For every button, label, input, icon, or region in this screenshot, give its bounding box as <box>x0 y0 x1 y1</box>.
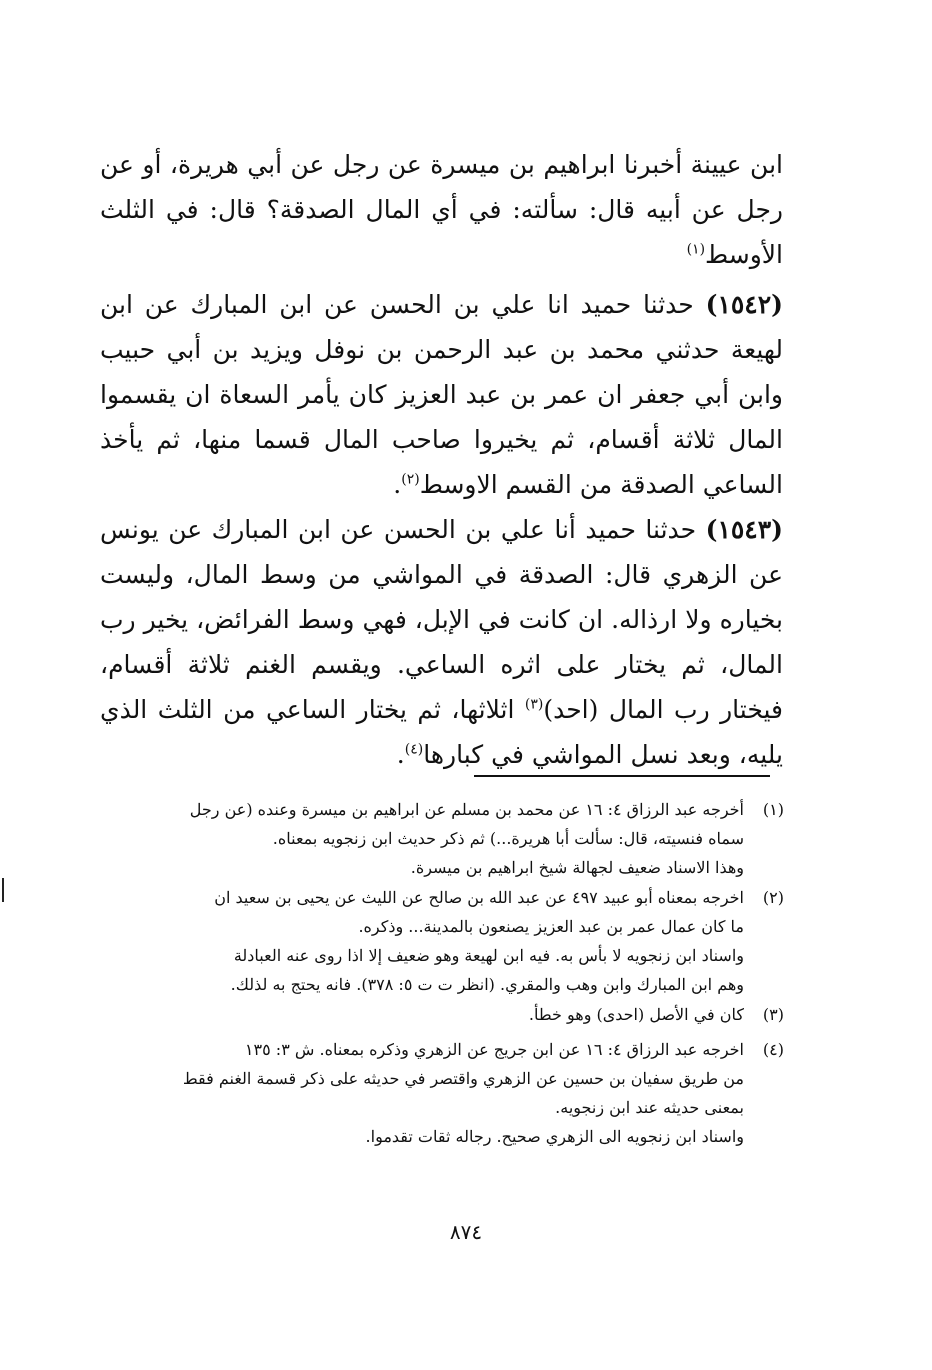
footnote-body <box>100 883 744 999</box>
footnote-line: اخرجه عبد الرزاق ٤: ١٦ عن ابن جريج عن الزهري وذكره بمعناه. ش ٣: ١٣٥ <box>244 1040 744 1059</box>
hadith-number: (١٥٤٣) <box>705 515 784 544</box>
footnote-number: (٢) <box>762 888 784 907</box>
paragraph-intro-text: ابن عيينة أخبرنا ابراهيم بن ميسرة عن رجل عن أبي هريرة، أو عن رجل عن أبيه قال: سألته: في أي المال الصدقة؟ قال: في الثلث الأوسط <box>100 150 783 269</box>
paragraph-end: . <box>396 740 405 769</box>
footnote-divider <box>474 775 770 777</box>
footnote-line: واسناد ابن زنجويه لا بأس به. فيه ابن لهيعة وهو ضعيف إلا اذا روى عنه العبادلة <box>233 946 744 965</box>
hadith-number: (١٥٤٢) <box>705 290 784 319</box>
paragraph-intro <box>100 142 783 277</box>
page-number: ٨٧٤ <box>449 1220 483 1244</box>
footnote-line: واسناد ابن زنجويه الى الزهري صحيح. رجاله ثقات تقدموا. <box>365 1127 744 1146</box>
paragraph-text <box>100 282 783 507</box>
paragraph-end: . <box>393 470 402 499</box>
footnote-line: أخرجه عبد الرزاق ٤: ١٦ عن محمد بن مسلم عن ابراهيم بن ميسرة وعنده (عن رجل <box>189 800 744 819</box>
footnotes <box>100 795 784 1151</box>
footnote-line: كان في الأصل (احدى) وهو خطأ. <box>528 1005 744 1024</box>
footnote-number: (٣) <box>762 1005 784 1024</box>
hadith-text: حدثنا حميد أنا علي بن الحسن عن ابن المبارك عن يونس عن الزهري قال: الصدقة في المواشي من وسط المال، وليست بخياره ولا ارذاله. ان كانت في الإبل، فهي وسط الفرائض، يخير رب المال، ثم يختار على اثره الساعي. ويقسم الغنم ثلاثة أقسام، فيختار رب المال (احد) <box>100 515 783 724</box>
footnote-body <box>100 1035 744 1151</box>
paragraph-text <box>100 142 783 277</box>
footnote-ref-3: (٣) <box>524 696 544 713</box>
footnote-2 <box>100 883 784 999</box>
footnote-ref-2: (٢) <box>401 471 420 488</box>
scan-margin-mark <box>2 878 4 902</box>
footnote-line: اخرجه بمعناه أبو عبيد ٤٩٧ عن عبد الله بن صالح عن الليث عن يحيى بن سعيد ان <box>214 888 744 907</box>
footnote-4 <box>100 1035 784 1151</box>
paragraph-text <box>100 507 783 777</box>
hadith-text: حدثنا حميد انا علي بن الحسن عن ابن المبارك عن ابن لهيعة حدثني محمد بن عبد الرحمن بن نوفل ويزيد بن أبي حبيب وابن أبي جعفر ان عمر بن عبد العزيز كان يأمر السعاة ان يقسموا المال ثلاثة أقسام، ثم يخيروا صاحب المال قسما منها، ثم يأخذ الساعي الصدقة من القسم الاوسط <box>100 290 784 499</box>
footnote-ref-1: (١) <box>686 241 706 258</box>
footnote-line: وهم ابن المبارك وابن وهب والمقري. (انظر ت ت ٥: ٣٧٨). فانه يحتج به لذلك. <box>230 975 744 994</box>
footnote-number: (٤) <box>762 1040 784 1059</box>
footnote-ref-4: (٤) <box>404 741 424 758</box>
hadith-text-continued: اثلاثها، ثم يختار الساعي من الثلث الذي يليه، وبعد نسل المواشي في كبارها <box>100 695 783 769</box>
footnote-1 <box>100 795 784 882</box>
footnote-line: وهذا الاسناد ضعيف لجهالة شيخ ابراهيم بن ميسرة. <box>410 858 744 877</box>
paragraph-hadith-1543 <box>100 507 783 777</box>
footnote-line: سماه فنسيته، قال: سألت أبا هريرة...) ثم ذكر حديث ابن زنجويه بمعناه. <box>272 829 744 848</box>
footnote-3 <box>100 1000 784 1029</box>
paragraph-hadith-1542 <box>100 282 783 507</box>
footnote-body <box>100 1000 744 1029</box>
footnote-line: بمعنى حديثه عند ابن زنجويه. <box>555 1098 744 1117</box>
footnote-body <box>100 795 744 882</box>
footnote-line: ما كان عمال عمر بن عبد العزيز يصنعون بالمدينة... وذكره. <box>358 917 744 936</box>
footnote-number: (١) <box>762 800 784 819</box>
footnote-line: من طريق سفيان بن حسين عن الزهري واقتصر في حديثه على ذكر قسمة الغنم فقط <box>182 1069 744 1088</box>
